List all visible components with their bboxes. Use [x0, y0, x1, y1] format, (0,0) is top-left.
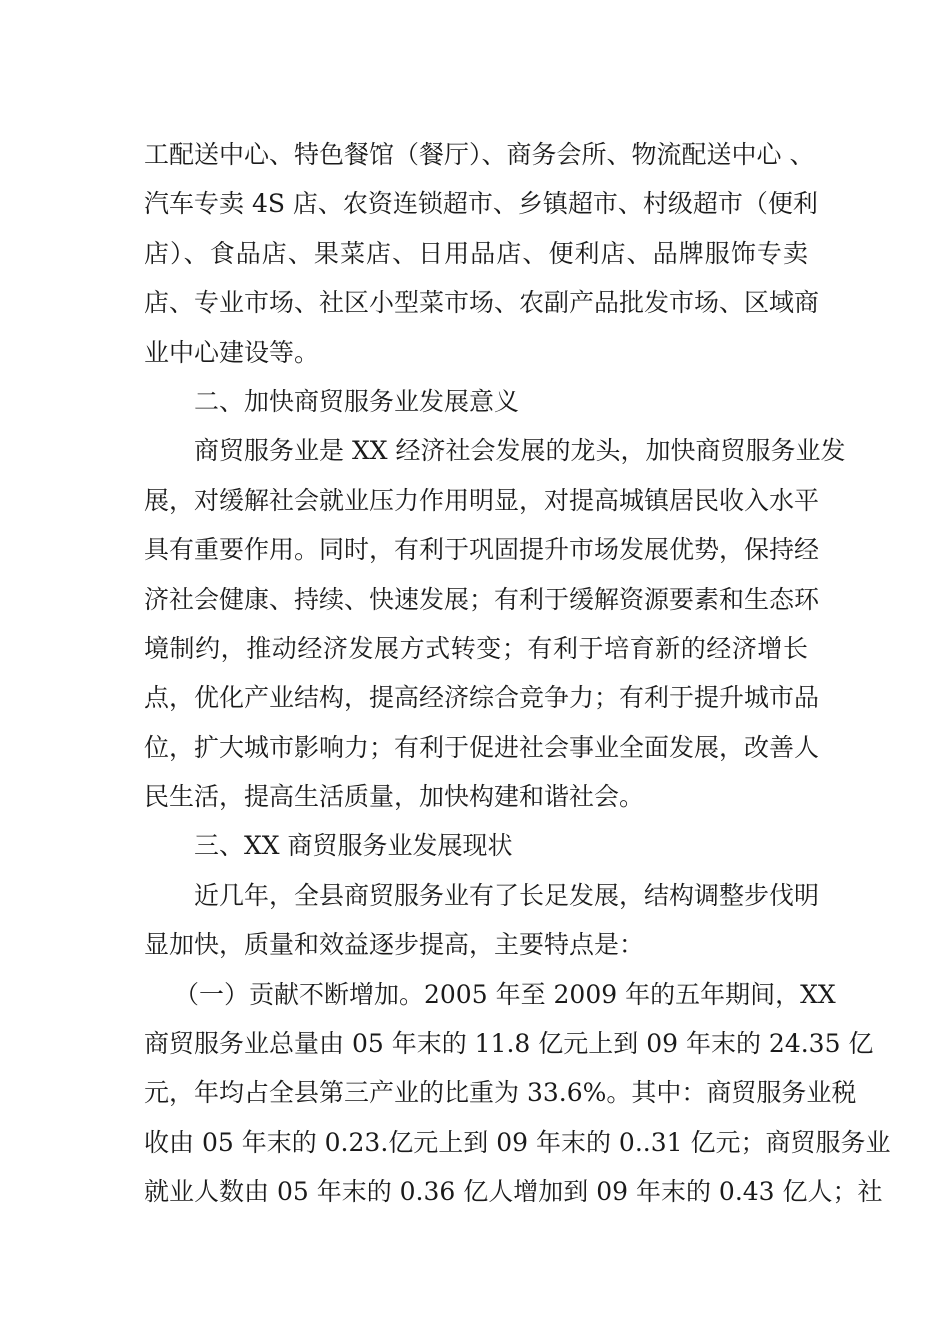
text-line: 店）、食品店、果菜店、日用品店、便利店、品牌服饰专卖 — [144, 238, 808, 268]
section-heading: 二、加快商贸服务业发展意义 — [194, 386, 520, 416]
text-line: 业中心建设等。 — [144, 337, 320, 367]
text-line: 展，对缓解社会就业压力作用明显，对提高城镇居民收入水平 — [144, 485, 820, 515]
text-line: 汽车专卖 4S 店、农资连锁超市、乡镇超市、村级超市（便利 — [144, 189, 818, 219]
text-line: 近几年，全县商贸服务业有了长足发展，结构调整步伐明 — [194, 880, 820, 910]
text-line: 工配送中心、特色餐馆（餐厅）、商务会所、物流配送中心 、 — [144, 140, 815, 169]
text-line: 店、专业市场、社区小型菜市场、农副产品批发市场、区域商 — [144, 288, 820, 318]
text-line: 商贸服务业总量由 05 年末的 11.8 亿元上到 09 年末的 24.35 亿 — [144, 1029, 874, 1059]
text-line: 就业人数由 05 年末的 0.36 亿人增加到 09 年末的 0.43 亿人；社 — [144, 1177, 883, 1207]
text-line: 济社会健康、持续、快速发展；有利于缓解资源要素和生态环 — [144, 584, 820, 614]
text-line: 元，年均占全县第三产业的比重为 33.6%。其中：商贸服务业税 — [144, 1078, 857, 1108]
text-line: （一）贡献不断增加。2005 年至 2009 年的五年期间，XX — [174, 979, 836, 1009]
text-line: 境制约，推动经济发展方式转变；有利于培育新的经济增长 — [144, 633, 808, 663]
body-text — [144, 130, 891, 1217]
text-line: 显加快，质量和效益逐步提高，主要特点是： — [144, 930, 645, 960]
text-line: 位，扩大城市影响力；有利于促进社会事业全面发展，改善人 — [144, 732, 820, 762]
section-heading: 三、XX 商贸服务业发展现状 — [194, 831, 513, 861]
text-line: 点，优化产业结构，提高经济综合竞争力；有利于提升城市品 — [144, 683, 820, 713]
text-line: 具有重要作用。同时，有利于巩固提升市场发展优势，保持经 — [144, 535, 820, 565]
text-line: 收由 05 年末的 0.23.亿元上到 09 年末的 0..31 亿元；商贸服务业 — [144, 1127, 891, 1157]
text-line: 民生活，提高生活质量，加快构建和谐社会。 — [144, 782, 645, 812]
text-line: 商贸服务业是 XX 经济社会发展的龙头，加快商贸服务业发 — [194, 436, 846, 466]
